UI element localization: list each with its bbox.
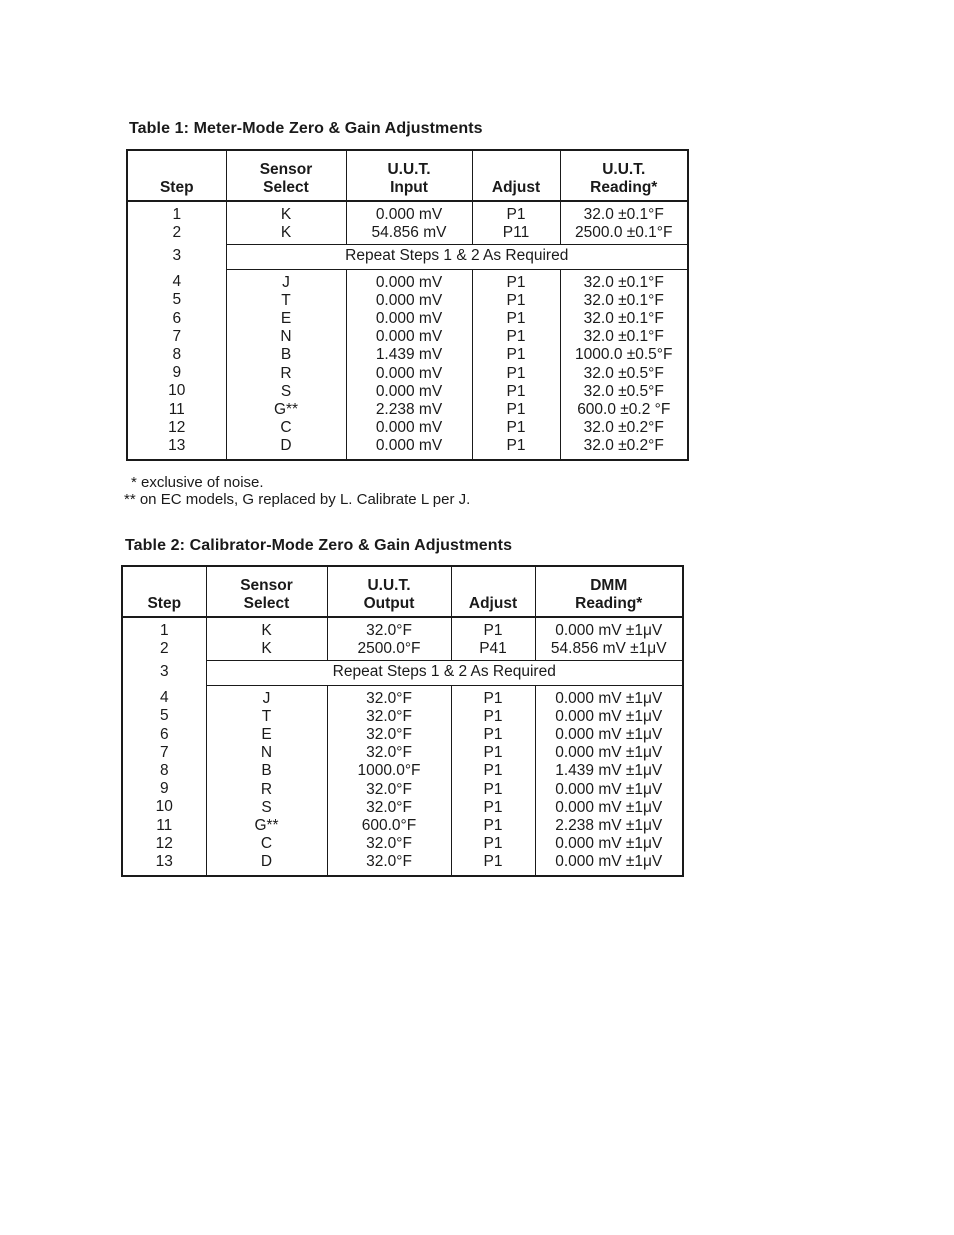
table2-title: Table 2: Calibrator-Mode Zero & Gain Adjustments (125, 537, 513, 554)
header-sensor-select: Sensor Select (206, 566, 327, 617)
step-cell: 1 2 (127, 201, 226, 245)
sensor-cell: J T E N B R S G** C D (226, 269, 346, 460)
table-row-repeat (122, 661, 683, 685)
step-cell: 3 (127, 245, 226, 269)
table-row-group-steps-1-2 (127, 201, 688, 245)
reading-cell: 32.0 ±0.1°F 2500.0 ±0.1°F (560, 201, 688, 245)
table-header-row (127, 150, 688, 201)
footnote-exclusive-noise: * exclusive of noise. (131, 474, 264, 491)
header-adjust: Adjust (451, 566, 535, 617)
calibrator-mode-table (121, 565, 684, 877)
adjust-cell: P1 P1 P1 P1 P1 P1 P1 P1 P1 P1 (451, 685, 535, 876)
adjust-cell: P1 P11 (472, 201, 560, 245)
repeat-note: Repeat Steps 1 & 2 As Required (206, 661, 683, 685)
table-row-group-steps-1-2 (122, 617, 683, 661)
step-cell: 4 5 6 7 8 9 10 11 12 13 (127, 269, 226, 460)
footnotes (124, 474, 470, 508)
adjust-cell: P1 P1 P1 P1 P1 P1 P1 P1 P1 P1 (472, 269, 560, 460)
footnote-ec-models: ** on EC models, G replaced by L. Calibrate L per J. (124, 491, 471, 508)
repeat-note: Repeat Steps 1 & 2 As Required (226, 245, 688, 269)
uut-output-cell: 32.0°F 32.0°F 32.0°F 32.0°F 1000.0°F 32.0°F 32.0°F 600.0°F 32.0°F 32.0°F (327, 685, 451, 876)
header-dmm-reading: DMM Reading* (535, 566, 683, 617)
header-step: Step (127, 150, 226, 201)
reading-cell: 0.000 mV ±1μV 0.000 mV ±1μV 0.000 mV ±1μV 0.000 mV ±1μV 1.439 mV ±1μV 0.000 mV ±1μV 0.000 mV ±1μV 2.238 mV ±1μV 0.000 mV ±1μV 0.000 mV ±1μV (535, 685, 683, 876)
table-row-group-steps-4-13 (122, 685, 683, 876)
meter-mode-table (126, 149, 689, 461)
sensor-cell: K K (206, 617, 327, 661)
uut-input-cell: 0.000 mV 0.000 mV 0.000 mV 0.000 mV 1.439 mV 0.000 mV 0.000 mV 2.238 mV 0.000 mV 0.000 mV (346, 269, 472, 460)
header-sensor-select: Sensor Select (226, 150, 346, 201)
header-uut-reading: U.U.T. Reading* (560, 150, 688, 201)
table-row-repeat (127, 245, 688, 269)
header-uut-input: U.U.T. Input (346, 150, 472, 201)
reading-cell: 0.000 mV ±1μV 54.856 mV ±1μV (535, 617, 683, 661)
reading-cell: 32.0 ±0.1°F 32.0 ±0.1°F 32.0 ±0.1°F 32.0 ±0.1°F 1000.0 ±0.5°F 32.0 ±0.5°F 32.0 ±0.5°F 600.0 ±0.2 °F 32.0 ±0.2°F 32.0 ±0.2°F (560, 269, 688, 460)
uut-input-cell: 0.000 mV 54.856 mV (346, 201, 472, 245)
sensor-cell: J T E N B R S G** C D (206, 685, 327, 876)
step-cell: 4 5 6 7 8 9 10 11 12 13 (122, 685, 206, 876)
table-header-row (122, 566, 683, 617)
step-cell: 1 2 (122, 617, 206, 661)
header-step: Step (122, 566, 206, 617)
table-row-group-steps-4-13 (127, 269, 688, 460)
header-adjust: Adjust (472, 150, 560, 201)
sensor-cell: K K (226, 201, 346, 245)
table1-title: Table 1: Meter-Mode Zero & Gain Adjustments (129, 120, 483, 137)
uut-output-cell: 32.0°F 2500.0°F (327, 617, 451, 661)
header-uut-output: U.U.T. Output (327, 566, 451, 617)
step-cell: 3 (122, 661, 206, 685)
adjust-cell: P1 P41 (451, 617, 535, 661)
